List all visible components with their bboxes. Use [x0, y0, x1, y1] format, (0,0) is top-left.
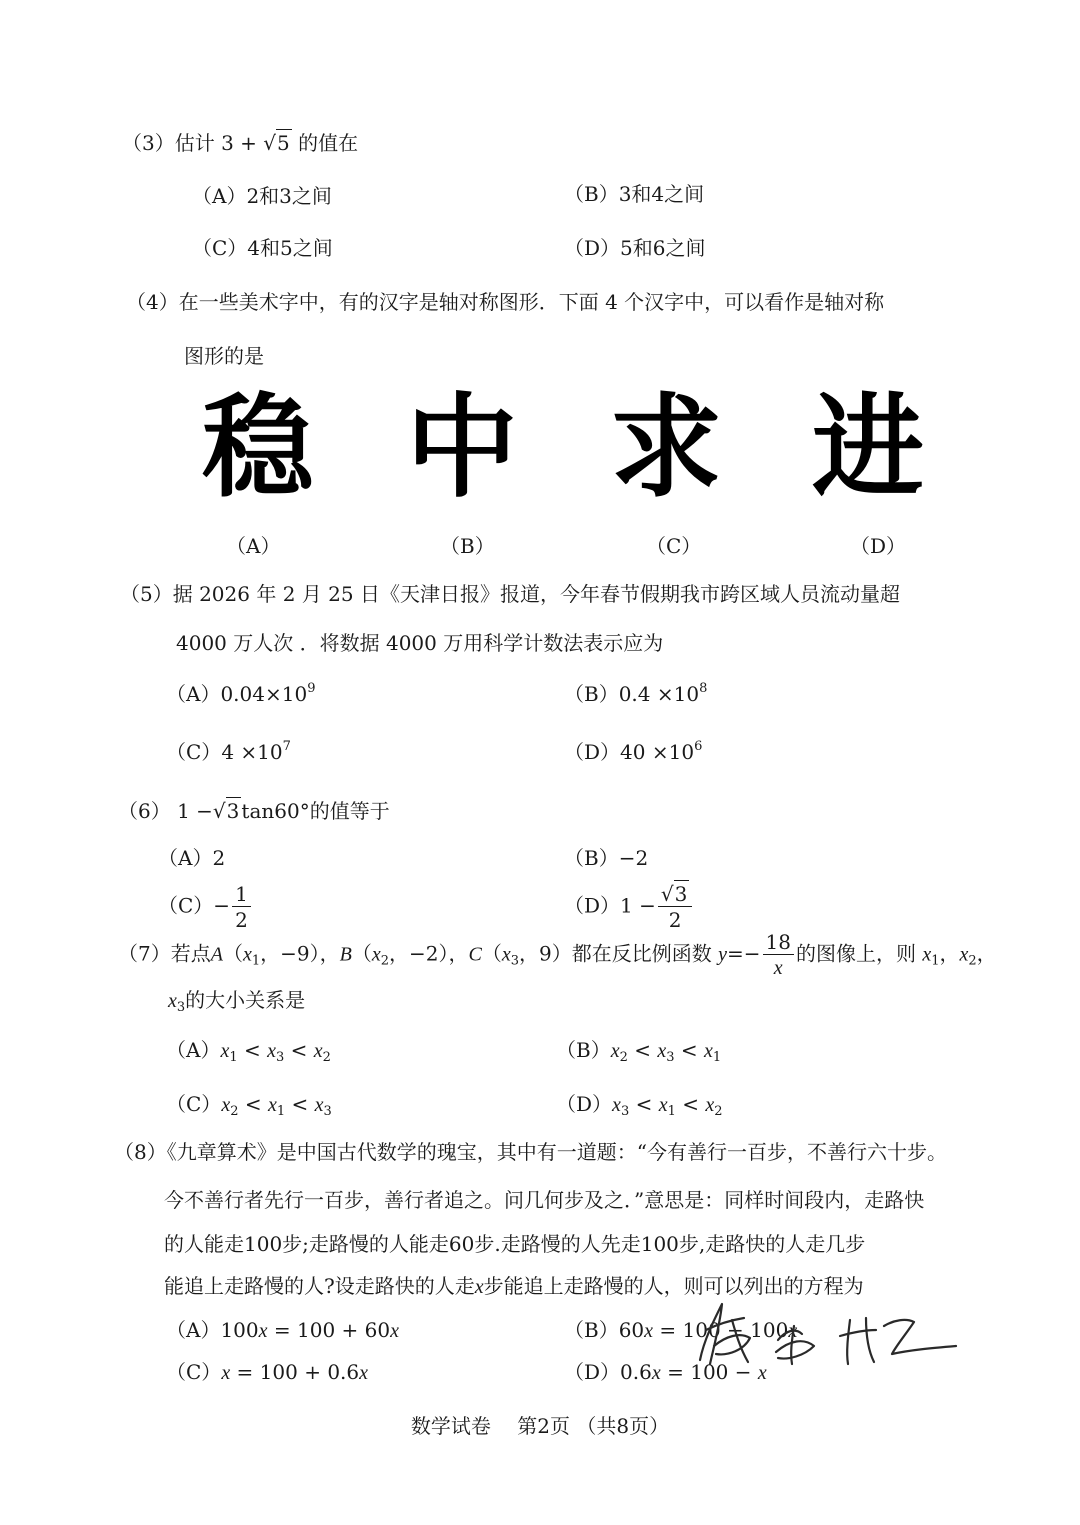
- q3-option-a: （A）2和3之间: [192, 184, 332, 208]
- page-footer: 数学试卷 第2页 （共8页）: [410, 1414, 670, 1438]
- q4-stem-line2: 图形的是: [184, 344, 264, 368]
- q3-stem: （3）估计 3 + √5 的值在: [122, 131, 359, 155]
- q4-label-b: （B）: [440, 534, 495, 558]
- q3-option-d: （D）5和6之间: [564, 236, 706, 260]
- q6-option-d: （D）1 − $\frac{√3}{2}$: [564, 884, 694, 930]
- sqrt-expression: √3: [212, 799, 240, 823]
- q4-label-a: （A）: [226, 534, 281, 558]
- q5-option-d: $(D)40 \times 10^6$: [564, 739, 703, 764]
- q6-option-b: （B）−2: [564, 846, 649, 870]
- fraction: $\frac{1}{2}$: [232, 884, 251, 930]
- q7-option-b: $(B)x_2 < x_3 < x_1$: [556, 1038, 722, 1065]
- q5-stem-line1: （5）据 2026 年 2 月 25 日《天津日报》报道，今年春节假期我市跨区域人员流动量超: [120, 582, 900, 606]
- figure-char-d: 进: [812, 383, 924, 513]
- q8-stem-line3: 的人能走100步;走路慢的人能走60步.走路慢的人先走100步,走路快的人走几步: [164, 1232, 866, 1256]
- figure-char-c: 求: [610, 383, 722, 513]
- q7-stem-line2: $x_3$的大小关系是: [168, 988, 306, 1015]
- q4-label-d: （D）: [850, 534, 907, 558]
- q8-stem-line4: 能追上走路慢的人?设走路快的人走x步能追上走路慢的人，则可以列出的方程为: [164, 1274, 864, 1298]
- q5-option-b: $(B)0.4 \times 10^8$: [564, 681, 708, 706]
- q7-option-a: $(A)x_1 < x_3 < x_2$: [166, 1038, 331, 1065]
- fraction: $\frac{√3}{2}$: [658, 884, 692, 930]
- q7-option-c: $(C)x_2 < x_1 < x_3$: [166, 1092, 332, 1119]
- q8-stem-line1: （8）《九章算术》是中国古代数学的瑰宝，其中有一道题：“今有善行一百步，不善行六十步。: [114, 1140, 947, 1164]
- q7-stem-line1: （7）若点$A(x_1$，−9），$B(x_2$，−2），$C(x_3$，9）都在反比例函数 y=− $\frac{18}{x}$ 的图像上，则 $x_1$，$x_2$，: [118, 930, 997, 979]
- q8-option-b: （B）60x = 100 − 100x: [564, 1318, 798, 1342]
- fraction: $\frac{18}{x}$: [763, 932, 794, 978]
- q3-option-c: （C）4和5之间: [192, 236, 333, 260]
- q8-option-c: （C）x = 100 + 0.6x: [166, 1360, 369, 1384]
- q8-option-a: （A）100x = 100 + 60x: [166, 1318, 399, 1342]
- q5-option-c: $(C)4 \times 10^7$: [166, 739, 291, 764]
- figure-char-b: 中: [406, 383, 518, 513]
- figure-char-a: 稳: [202, 383, 314, 513]
- handwritten-signature: [670, 1290, 970, 1380]
- sqrt-expression: √5: [263, 131, 290, 155]
- q7-option-d: $(D)x_3 < x_1 < x_2$: [556, 1092, 723, 1119]
- q4-stem-line1: （4）在一些美术字中，有的汉字是轴对称图形．下面 4 个汉字中，可以看作是轴对称: [126, 290, 885, 314]
- q4-label-c: （C）: [646, 534, 702, 558]
- q8-option-d: （D）0.6x = 100 − x: [564, 1360, 767, 1384]
- q6-option-c: （C）− $\frac{1}{2}$: [158, 884, 253, 930]
- q5-option-a: $(A)0.04\times 10^9$: [166, 681, 316, 706]
- q3-option-b: （B）3和4之间: [564, 182, 705, 206]
- q8-stem-line2: 今不善行者先行一百步，善行者追之。问几何步及之．”意思是：同样时间段内，走路快: [164, 1188, 925, 1212]
- q6-option-a: （A）2: [158, 846, 226, 870]
- q6-stem: （6） 1 −√3 tan60°的值等于: [118, 799, 390, 823]
- q5-stem-line2: 4000 万人次 ．将数据 4000 万用科学计数法表示应为: [176, 631, 664, 655]
